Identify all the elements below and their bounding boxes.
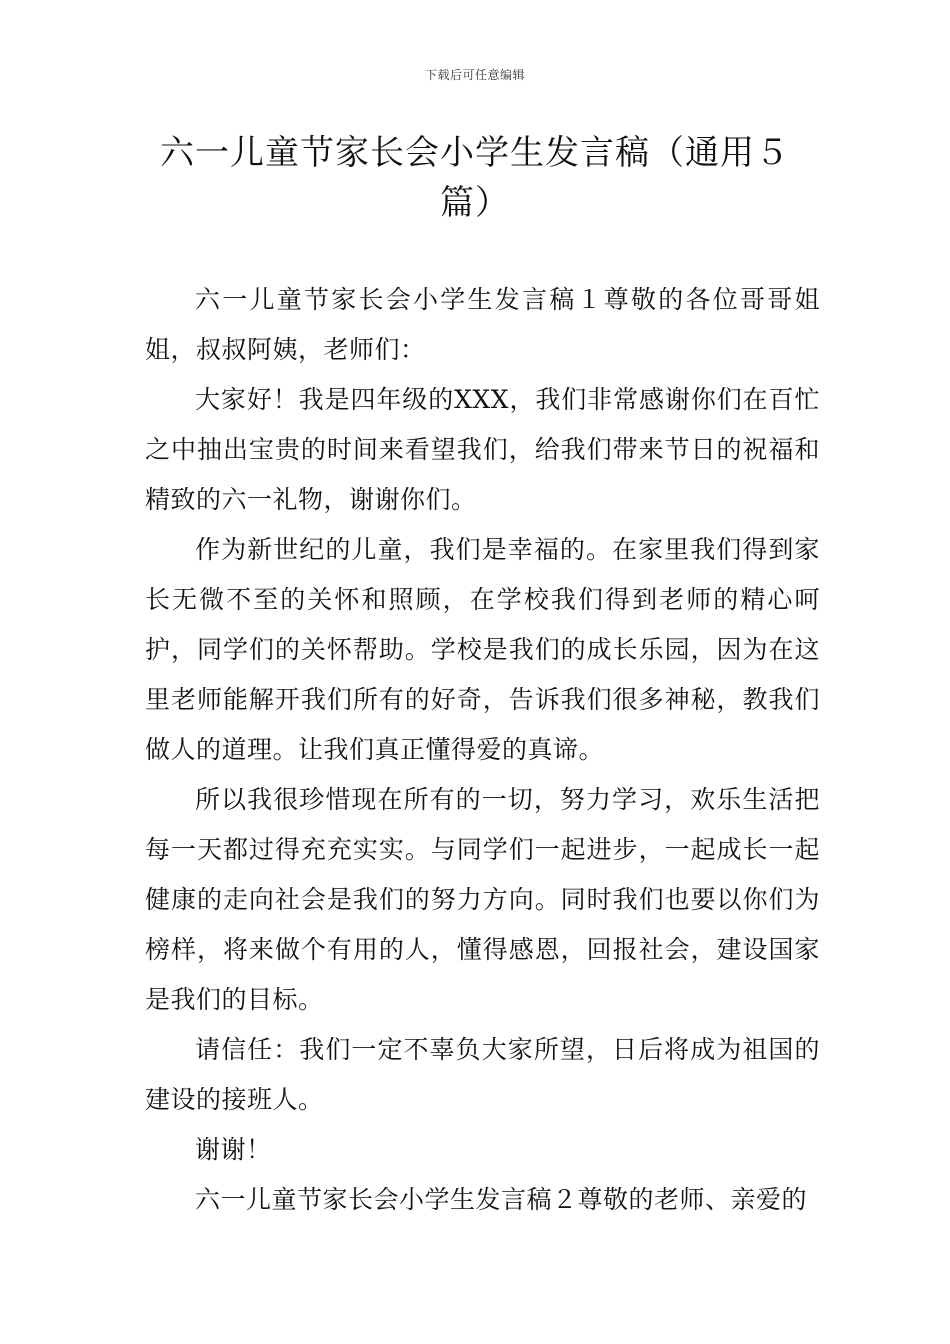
paragraph: 大家好！我是四年级的XXX，我们非常感谢你们在百忙之中抽出宝贵的时间来看望我们，给我们带来节日的祝福和精致的六一礼物，谢谢你们。 xyxy=(145,385,820,514)
paragraph: 谢谢！ xyxy=(195,1135,272,1164)
document-body xyxy=(145,275,820,1225)
header-note: 下载后可任意编辑 xyxy=(424,68,525,82)
paragraph: 六一儿童节家长会小学生发言稿２尊敬的老师、亲爱的 xyxy=(195,1185,808,1214)
paragraph: 作为新世纪的儿童，我们是幸福的。在家里我们得到家长无微不至的关怀和照顾，在学校我们得到老师的精心呵护，同学们的关怀帮助。学校是我们的成长乐园，因为在这里老师能解开我们所有的好奇，告诉我们很多神秘，教我们做人的道理。让我们真正懂得爱的真谛。 xyxy=(145,535,820,764)
document-title: 六一儿童节家长会小学生发言稿（通用５篇） xyxy=(160,133,790,223)
paragraph: 所以我很珍惜现在所有的一切，努力学习，欢乐生活把每一天都过得充充实实。与同学们一起进步，一起成长一起健康的走向社会是我们的努力方向。同时我们也要以你们为榜样，将来做个有用的人，懂得感恩，回报社会，建设国家是我们的目标。 xyxy=(145,785,820,1014)
paragraph: 六一儿童节家长会小学生发言稿１尊敬的各位哥哥姐姐，叔叔阿姨，老师们： xyxy=(145,285,820,364)
paragraph: 请信任：我们一定不辜负大家所望，日后将成为祖国的建设的接班人。 xyxy=(145,1035,820,1114)
